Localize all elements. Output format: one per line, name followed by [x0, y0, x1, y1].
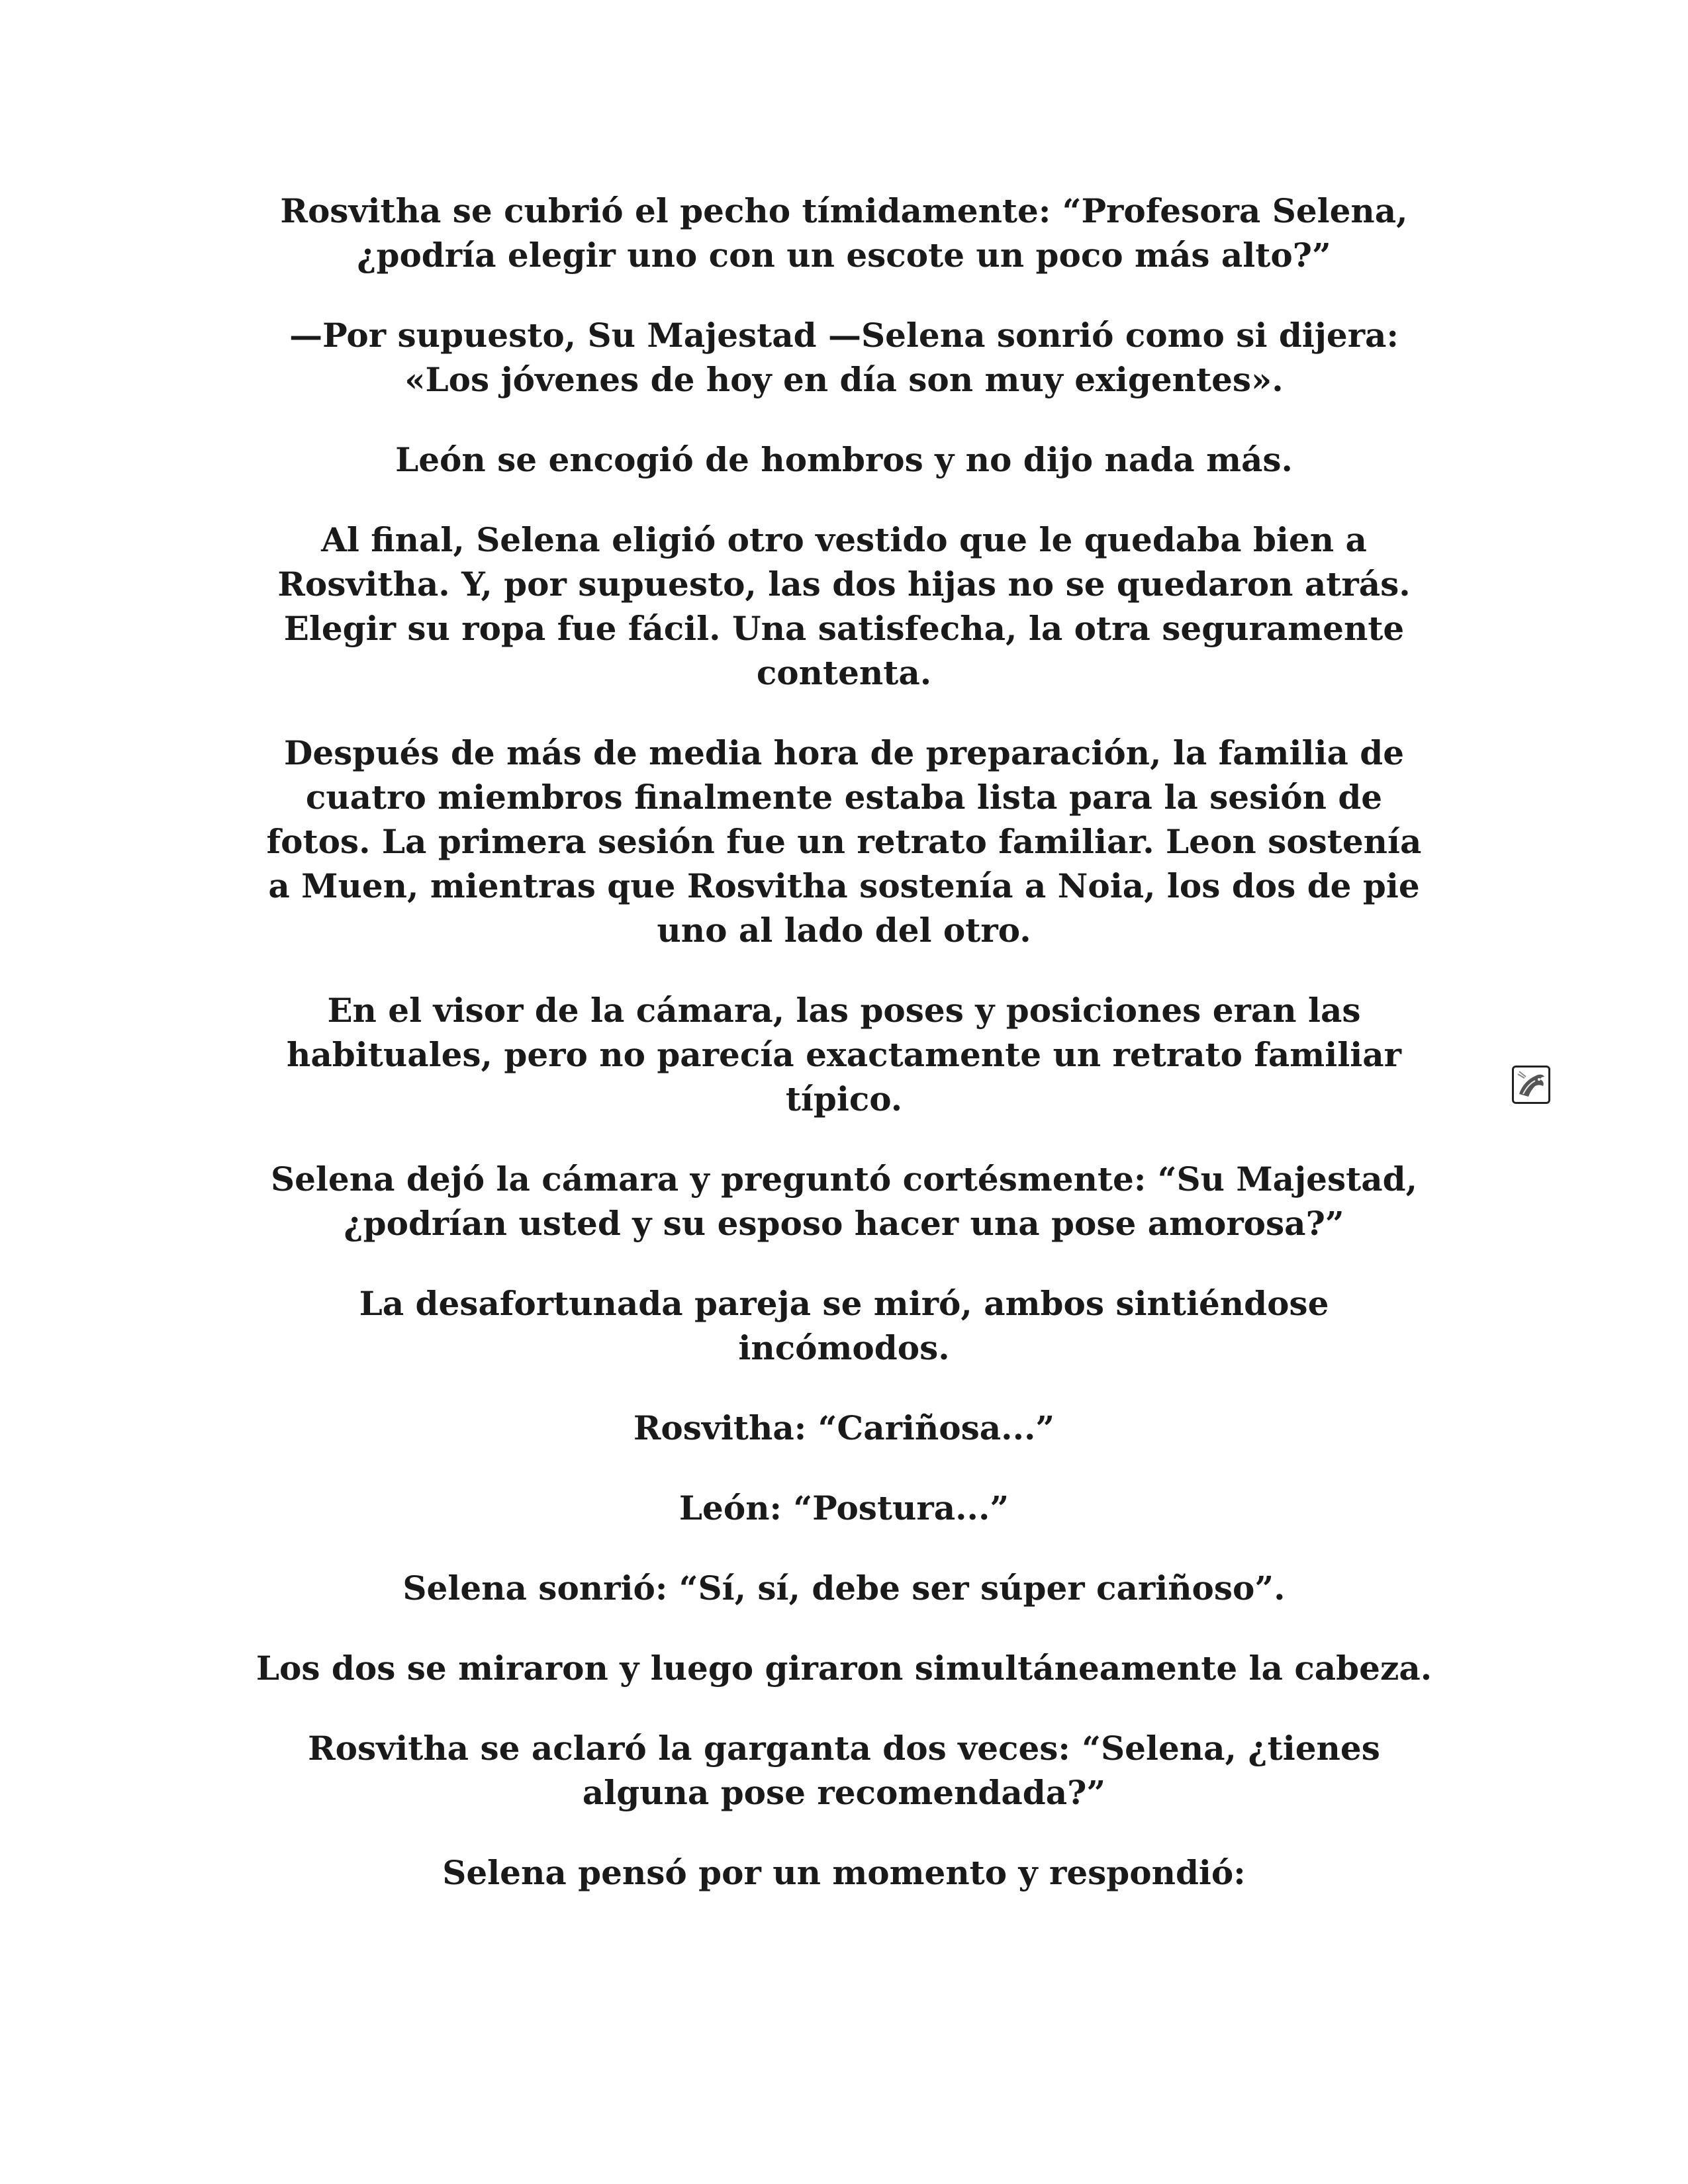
text-line: Rosvitha. Y, por supuesto, las dos hijas no se quedaron atrás.: [277, 565, 1411, 604]
paragraph-9: [199, 1406, 1489, 1450]
paragraph-10: [199, 1486, 1489, 1530]
text-line: ¿podría elegir uno con un escote un poco más alto?”: [357, 236, 1331, 275]
text-line: León: “Postura...”: [679, 1488, 1009, 1527]
paragraph-8: [199, 1281, 1489, 1370]
paragraph-14: [199, 1850, 1489, 1895]
paragraph-1: [199, 189, 1489, 277]
paragraph-11: [199, 1566, 1489, 1610]
paragraph-13: [199, 1726, 1489, 1815]
page-text: [199, 189, 1489, 1931]
text-line: a Muen, mientras que Rosvitha sostenía a Noia, los dos de pie: [268, 866, 1420, 905]
text-line: Selena pensó por un momento y respondió:: [442, 1853, 1246, 1892]
paragraph-3: [199, 437, 1489, 482]
paragraph-4: [199, 518, 1489, 695]
dragon-head-icon: [1512, 1066, 1550, 1104]
text-line: «Los jóvenes de hoy en día son muy exigentes».: [404, 360, 1284, 399]
text-line: alguna pose recomendada?”: [582, 1773, 1106, 1812]
text-line: Selena sonrió: “Sí, sí, debe ser súper cariñoso”.: [402, 1569, 1286, 1608]
text-line: uno al lado del otro.: [657, 911, 1031, 950]
text-line: —Por supuesto, Su Majestad —Selena sonrió como si dijera:: [289, 316, 1399, 355]
text-line: Rosvitha: “Cariñosa...”: [633, 1408, 1055, 1447]
text-line: Los dos se miraron y luego giraron simultáneamente la cabeza.: [256, 1649, 1432, 1688]
paragraph-7: [199, 1157, 1489, 1246]
paragraph-12: [199, 1646, 1489, 1690]
text-line: ¿podrían usted y su esposo hacer una pose amorosa?”: [344, 1204, 1344, 1243]
text-line: habituales, pero no parecía exactamente un retrato familiar: [287, 1035, 1401, 1074]
text-line: Al final, Selena eligió otro vestido que le quedaba bien a: [321, 520, 1367, 559]
text-line: incómodos.: [738, 1328, 950, 1367]
text-line: Después de más de media hora de preparación, la familia de: [283, 733, 1405, 772]
text-line: Elegir su ropa fue fácil. Una satisfecha, la otra seguramente: [283, 609, 1405, 648]
paragraph-5: [199, 731, 1489, 952]
text-line: Rosvitha se aclaró la garganta dos veces: “Selena, ¿tienes: [308, 1729, 1380, 1768]
text-line: Rosvitha se cubrió el pecho tímidamente: “Profesora Selena,: [280, 191, 1408, 230]
text-line: típico.: [785, 1079, 903, 1118]
text-line: cuatro miembros finalmente estaba lista para la sesión de: [305, 778, 1383, 817]
text-line: contenta.: [756, 653, 932, 692]
paragraph-2: [199, 313, 1489, 402]
text-line: En el visor de la cámara, las poses y posiciones eran las: [327, 991, 1361, 1030]
text-line: fotos. La primera sesión fue un retrato familiar. Leon sostenía: [266, 822, 1422, 861]
text-line: León se encogió de hombros y no dijo nada más.: [395, 440, 1293, 479]
paragraph-6: [199, 988, 1489, 1121]
text-line: Selena dejó la cámara y preguntó cortésmente: “Su Majestad,: [270, 1160, 1417, 1199]
text-line: La desafortunada pareja se miró, ambos sintiéndose: [359, 1284, 1329, 1323]
